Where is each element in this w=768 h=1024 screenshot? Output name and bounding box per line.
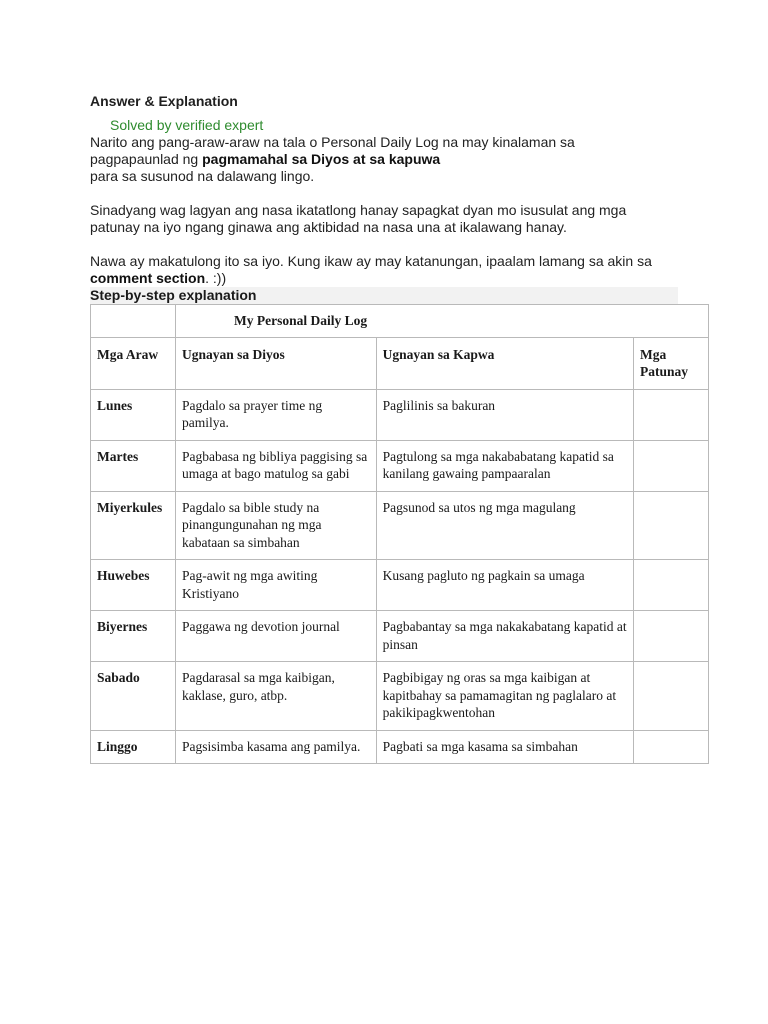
diyos-cell: Pagdarasal sa mga kaibigan, kaklase, guro, atbp. (175, 662, 376, 731)
patunay-cell (634, 389, 709, 440)
patunay-cell (634, 440, 709, 491)
intro-line-2-prefix: pagpapaunlad ng (90, 151, 203, 167)
day-cell: Biyernes (91, 611, 176, 662)
day-cell: Sabado (91, 662, 176, 731)
verified-label: Solved by verified expert (110, 117, 264, 133)
table-row (91, 662, 709, 731)
patunay-cell (634, 730, 709, 764)
patunay-cell (634, 491, 709, 560)
intro-line-2 (90, 151, 710, 168)
patunay-cell (634, 560, 709, 611)
diyos-cell: Pagdalo sa prayer time ng pamilya. (175, 389, 376, 440)
paragraph-gap (90, 236, 710, 253)
kapwa-cell: Pagtulong sa mga nakababatang kapatid sa kanilang gawaing pampaaralan (376, 440, 633, 491)
header-days: Mga Araw (91, 337, 176, 389)
table-row (91, 389, 709, 440)
intro-line-3: para sa susunod na dalawang lingo. (90, 168, 315, 184)
daily-log-body (91, 305, 709, 764)
kapwa-cell: Paglilinis sa bakuran (376, 389, 633, 440)
day-cell: Huwebes (91, 560, 176, 611)
para3-line-1: Nawa ay makatulong ito sa iyo. Kung ikaw ay may katanungan, ipaalam lamang sa akin sa (90, 253, 652, 269)
table-row (91, 611, 709, 662)
table-title-row (91, 305, 709, 338)
day-cell: Lunes (91, 389, 176, 440)
kapwa-cell: Pagbabantay sa mga nakakabatang kapatid at pinsan (376, 611, 633, 662)
para2-line-2: patunay na iyo ngang ginawa ang aktibidad na nasa una at ikalawang hanay. (90, 219, 567, 235)
intro-bold-phrase: pagmamahal sa Diyos at sa kapuwa (202, 151, 441, 167)
patunay-cell (634, 611, 709, 662)
diyos-cell: Pagdalo sa bible study na pinangungunahan ng mga kabataan sa simbahan (175, 491, 376, 560)
patunay-cell (634, 662, 709, 731)
diyos-cell: Pagsisimba kasama ang pamilya. (175, 730, 376, 764)
daily-log-table (90, 304, 709, 764)
day-cell: Miyerkules (91, 491, 176, 560)
title-empty-cell (91, 305, 176, 338)
table-row (91, 491, 709, 560)
table-header-row (91, 337, 709, 389)
comment-section-link: comment section (90, 270, 206, 286)
table-title: My Personal Daily Log (175, 305, 708, 338)
day-cell: Linggo (91, 730, 176, 764)
diyos-cell: Pag-awit ng mga awiting Kristiyano (175, 560, 376, 611)
table-row (91, 440, 709, 491)
diyos-cell: Pagbabasa ng bibliya paggising sa umaga at bago matulog sa gabi (175, 440, 376, 491)
kapwa-cell: Pagbati sa mga kasama sa simbahan (376, 730, 633, 764)
para2-line-1: Sinadyang wag lagyan ang nasa ikatatlong hanay sapagkat dyan mo isusulat ang mga (90, 202, 627, 218)
kapwa-cell: Kusang pagluto ng pagkain sa umaga (376, 560, 633, 611)
step-by-step-label: Step-by-step explanation (90, 287, 678, 304)
table-row (91, 560, 709, 611)
intro-line-1: Narito ang pang-araw-araw na tala o Personal Daily Log na may kinalaman sa (90, 134, 575, 150)
kapwa-cell: Pagsunod sa utos ng mga magulang (376, 491, 633, 560)
para3-line-2 (90, 270, 710, 287)
header-patunay: Mga Patunay (634, 337, 709, 389)
document-page (90, 92, 710, 764)
para3-suffix: . :)) (205, 270, 227, 286)
table-row (91, 730, 709, 764)
paragraph-gap (90, 185, 710, 202)
answer-heading: Answer & Explanation (90, 93, 238, 109)
diyos-cell: Paggawa ng devotion journal (175, 611, 376, 662)
header-ugnayan-diyos: Ugnayan sa Diyos (175, 337, 376, 389)
day-cell: Martes (91, 440, 176, 491)
header-ugnayan-kapwa: Ugnayan sa Kapwa (376, 337, 633, 389)
kapwa-cell: Pagbibigay ng oras sa mga kaibigan at kapitbahay sa pamamagitan ng paglalaro at pakikipagkwentohan (376, 662, 633, 731)
